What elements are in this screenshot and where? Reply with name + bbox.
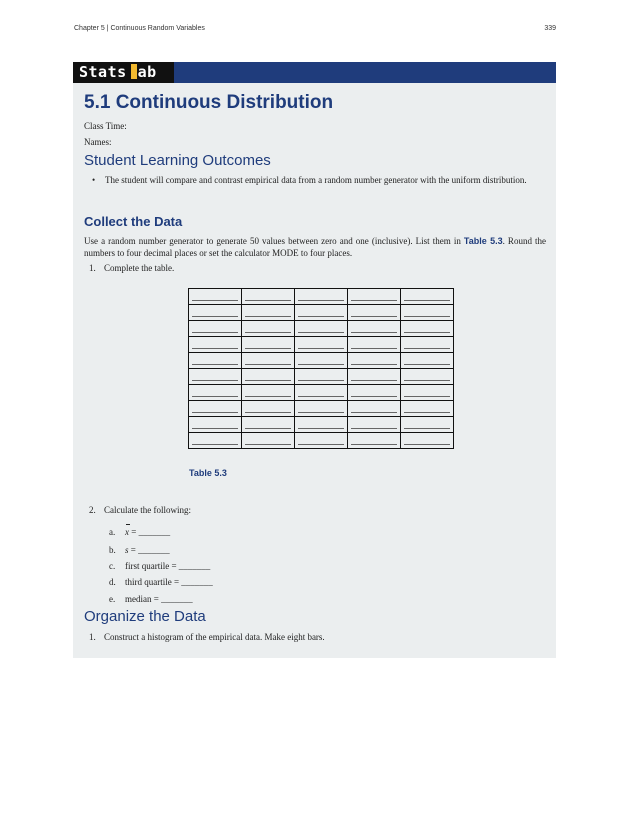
- blank-line: [404, 428, 450, 429]
- table-cell[interactable]: [295, 305, 348, 321]
- table-cell[interactable]: [348, 369, 401, 385]
- table-cell[interactable]: [189, 433, 242, 449]
- table-cell[interactable]: [348, 417, 401, 433]
- table-cell[interactable]: [189, 401, 242, 417]
- blank-line: [192, 396, 238, 397]
- blank-line: [351, 444, 397, 445]
- blank-line: [192, 300, 238, 301]
- blank-line: [404, 332, 450, 333]
- table-cell[interactable]: [295, 337, 348, 353]
- blank-line: [351, 332, 397, 333]
- blank-line: [245, 316, 291, 317]
- blank-line: [404, 412, 450, 413]
- table-cell[interactable]: [242, 385, 295, 401]
- blank-line: [351, 300, 397, 301]
- blank-line: [192, 380, 238, 381]
- blank-line: [404, 444, 450, 445]
- blank-line: [351, 428, 397, 429]
- blank-line: [298, 348, 344, 349]
- blank-line: [404, 300, 450, 301]
- table-cell[interactable]: [189, 417, 242, 433]
- blank-line: [245, 364, 291, 365]
- blank-line: [192, 316, 238, 317]
- step-complete-table: 1. Complete the table.: [89, 263, 175, 273]
- blank-line: [192, 364, 238, 365]
- blank-line: [351, 412, 397, 413]
- bullet-icon: •: [92, 175, 96, 185]
- logo-bar-icon: [131, 64, 137, 79]
- blank-line: [298, 428, 344, 429]
- table-cell[interactable]: [348, 337, 401, 353]
- table-cell[interactable]: [401, 289, 454, 305]
- blank-line: [192, 428, 238, 429]
- table-link[interactable]: Table 5.3: [463, 236, 503, 246]
- blank-line: [245, 396, 291, 397]
- collect-heading: Collect the Data: [84, 214, 183, 229]
- blank-line: [298, 396, 344, 397]
- calc-item-first-quartile: c. first quartile = _______: [109, 561, 211, 571]
- calc-item-third-quartile: d. third quartile = _______: [109, 577, 213, 587]
- blank-line: [245, 380, 291, 381]
- table-cell[interactable]: [348, 353, 401, 369]
- blank-line: [245, 444, 291, 445]
- outcomes-heading: Student Learning Outcomes: [84, 152, 271, 169]
- table-cell[interactable]: [242, 321, 295, 337]
- table-cell[interactable]: [189, 337, 242, 353]
- blank-line: [351, 364, 397, 365]
- calc-item-median: e. median = _______: [109, 594, 193, 604]
- blank-line: [298, 364, 344, 365]
- step-histogram: 1. Construct a histogram of the empirical data. Make eight bars.: [89, 632, 325, 642]
- blank-line: [404, 364, 450, 365]
- stats-lab-banner: [73, 62, 556, 83]
- table-cell[interactable]: [401, 305, 454, 321]
- blank-line: [298, 412, 344, 413]
- table-cell[interactable]: [242, 417, 295, 433]
- table-row: [189, 385, 454, 401]
- stats-lab-logo: Stats ab: [73, 62, 174, 83]
- blank-line: [192, 348, 238, 349]
- blank-line: [192, 444, 238, 445]
- blank-line: [404, 396, 450, 397]
- table-row: [189, 321, 454, 337]
- table-cell[interactable]: [242, 369, 295, 385]
- table-cell[interactable]: [401, 433, 454, 449]
- table-cell[interactable]: [242, 305, 295, 321]
- page-number: 339: [544, 25, 556, 32]
- blank-line: [351, 396, 397, 397]
- table-cell[interactable]: [295, 385, 348, 401]
- table-cell[interactable]: [401, 337, 454, 353]
- table-row: [189, 337, 454, 353]
- table-cell[interactable]: [348, 401, 401, 417]
- table-cell[interactable]: [401, 417, 454, 433]
- table-cell[interactable]: [189, 289, 242, 305]
- calc-item-sd: b. s = _______: [109, 545, 170, 555]
- table-cell[interactable]: [401, 321, 454, 337]
- collect-paragraph: Use a random number generator to generate 50 values between zero and one (inclusive). List them in Table 5.3. Round the numbers to four decimal places or set the calculator MODE to four places.: [84, 236, 547, 258]
- blank-line: [298, 300, 344, 301]
- blank-line: [351, 380, 397, 381]
- table-cell[interactable]: [295, 417, 348, 433]
- blank-line: [245, 412, 291, 413]
- table-row: [189, 305, 454, 321]
- blank-line: [245, 332, 291, 333]
- table-caption: Table 5.3: [189, 468, 227, 478]
- blank-line: [298, 316, 344, 317]
- table-cell[interactable]: [295, 321, 348, 337]
- table-cell[interactable]: [401, 353, 454, 369]
- table-row: [189, 369, 454, 385]
- table-cell[interactable]: [401, 401, 454, 417]
- calc-item-mean: a. x = _______: [109, 527, 171, 537]
- table-cell[interactable]: [242, 337, 295, 353]
- data-table: [188, 288, 454, 449]
- table-cell[interactable]: [189, 321, 242, 337]
- step-calculate: 2. Calculate the following:: [89, 505, 191, 515]
- blank-line: [404, 380, 450, 381]
- table-cell[interactable]: [348, 305, 401, 321]
- names-field: Names:: [84, 137, 112, 147]
- table-cell[interactable]: [401, 369, 454, 385]
- blank-line: [298, 444, 344, 445]
- table-cell[interactable]: [348, 321, 401, 337]
- table-cell[interactable]: [348, 433, 401, 449]
- table-row: [189, 401, 454, 417]
- class-time-field: Class Time:: [84, 121, 127, 131]
- blank-line: [404, 316, 450, 317]
- table-cell[interactable]: [242, 353, 295, 369]
- table-row: [189, 433, 454, 449]
- organize-heading: Organize the Data: [84, 608, 206, 625]
- table-cell[interactable]: [401, 385, 454, 401]
- blank-line: [351, 316, 397, 317]
- table-row: [189, 417, 454, 433]
- blank-line: [298, 380, 344, 381]
- table-cell[interactable]: [189, 385, 242, 401]
- table-cell[interactable]: [348, 289, 401, 305]
- blank-line: [245, 348, 291, 349]
- blank-line: [245, 428, 291, 429]
- blank-line: [404, 348, 450, 349]
- blank-line: [351, 348, 397, 349]
- list-item: • The student will compare and contrast empirical data from a random number generator with the uniform distribution.: [92, 175, 527, 185]
- table-cell[interactable]: [295, 289, 348, 305]
- blank-line: [298, 332, 344, 333]
- page-title: 5.1 Continuous Distribution: [84, 92, 334, 113]
- table-cell[interactable]: [295, 369, 348, 385]
- table-cell[interactable]: [295, 353, 348, 369]
- table-row: [189, 289, 454, 305]
- table-cell[interactable]: [242, 289, 295, 305]
- table-cell[interactable]: [189, 305, 242, 321]
- blank-line: [192, 332, 238, 333]
- table-cell[interactable]: [242, 401, 295, 417]
- running-header: Chapter 5 | Continuous Random Variables: [74, 25, 205, 32]
- table-cell[interactable]: [242, 433, 295, 449]
- table-cell[interactable]: [295, 401, 348, 417]
- table-cell[interactable]: [189, 369, 242, 385]
- blank-line: [192, 412, 238, 413]
- table-cell[interactable]: [189, 353, 242, 369]
- table-cell[interactable]: [348, 385, 401, 401]
- table-row: [189, 353, 454, 369]
- blank-line: [245, 300, 291, 301]
- table-cell[interactable]: [295, 433, 348, 449]
